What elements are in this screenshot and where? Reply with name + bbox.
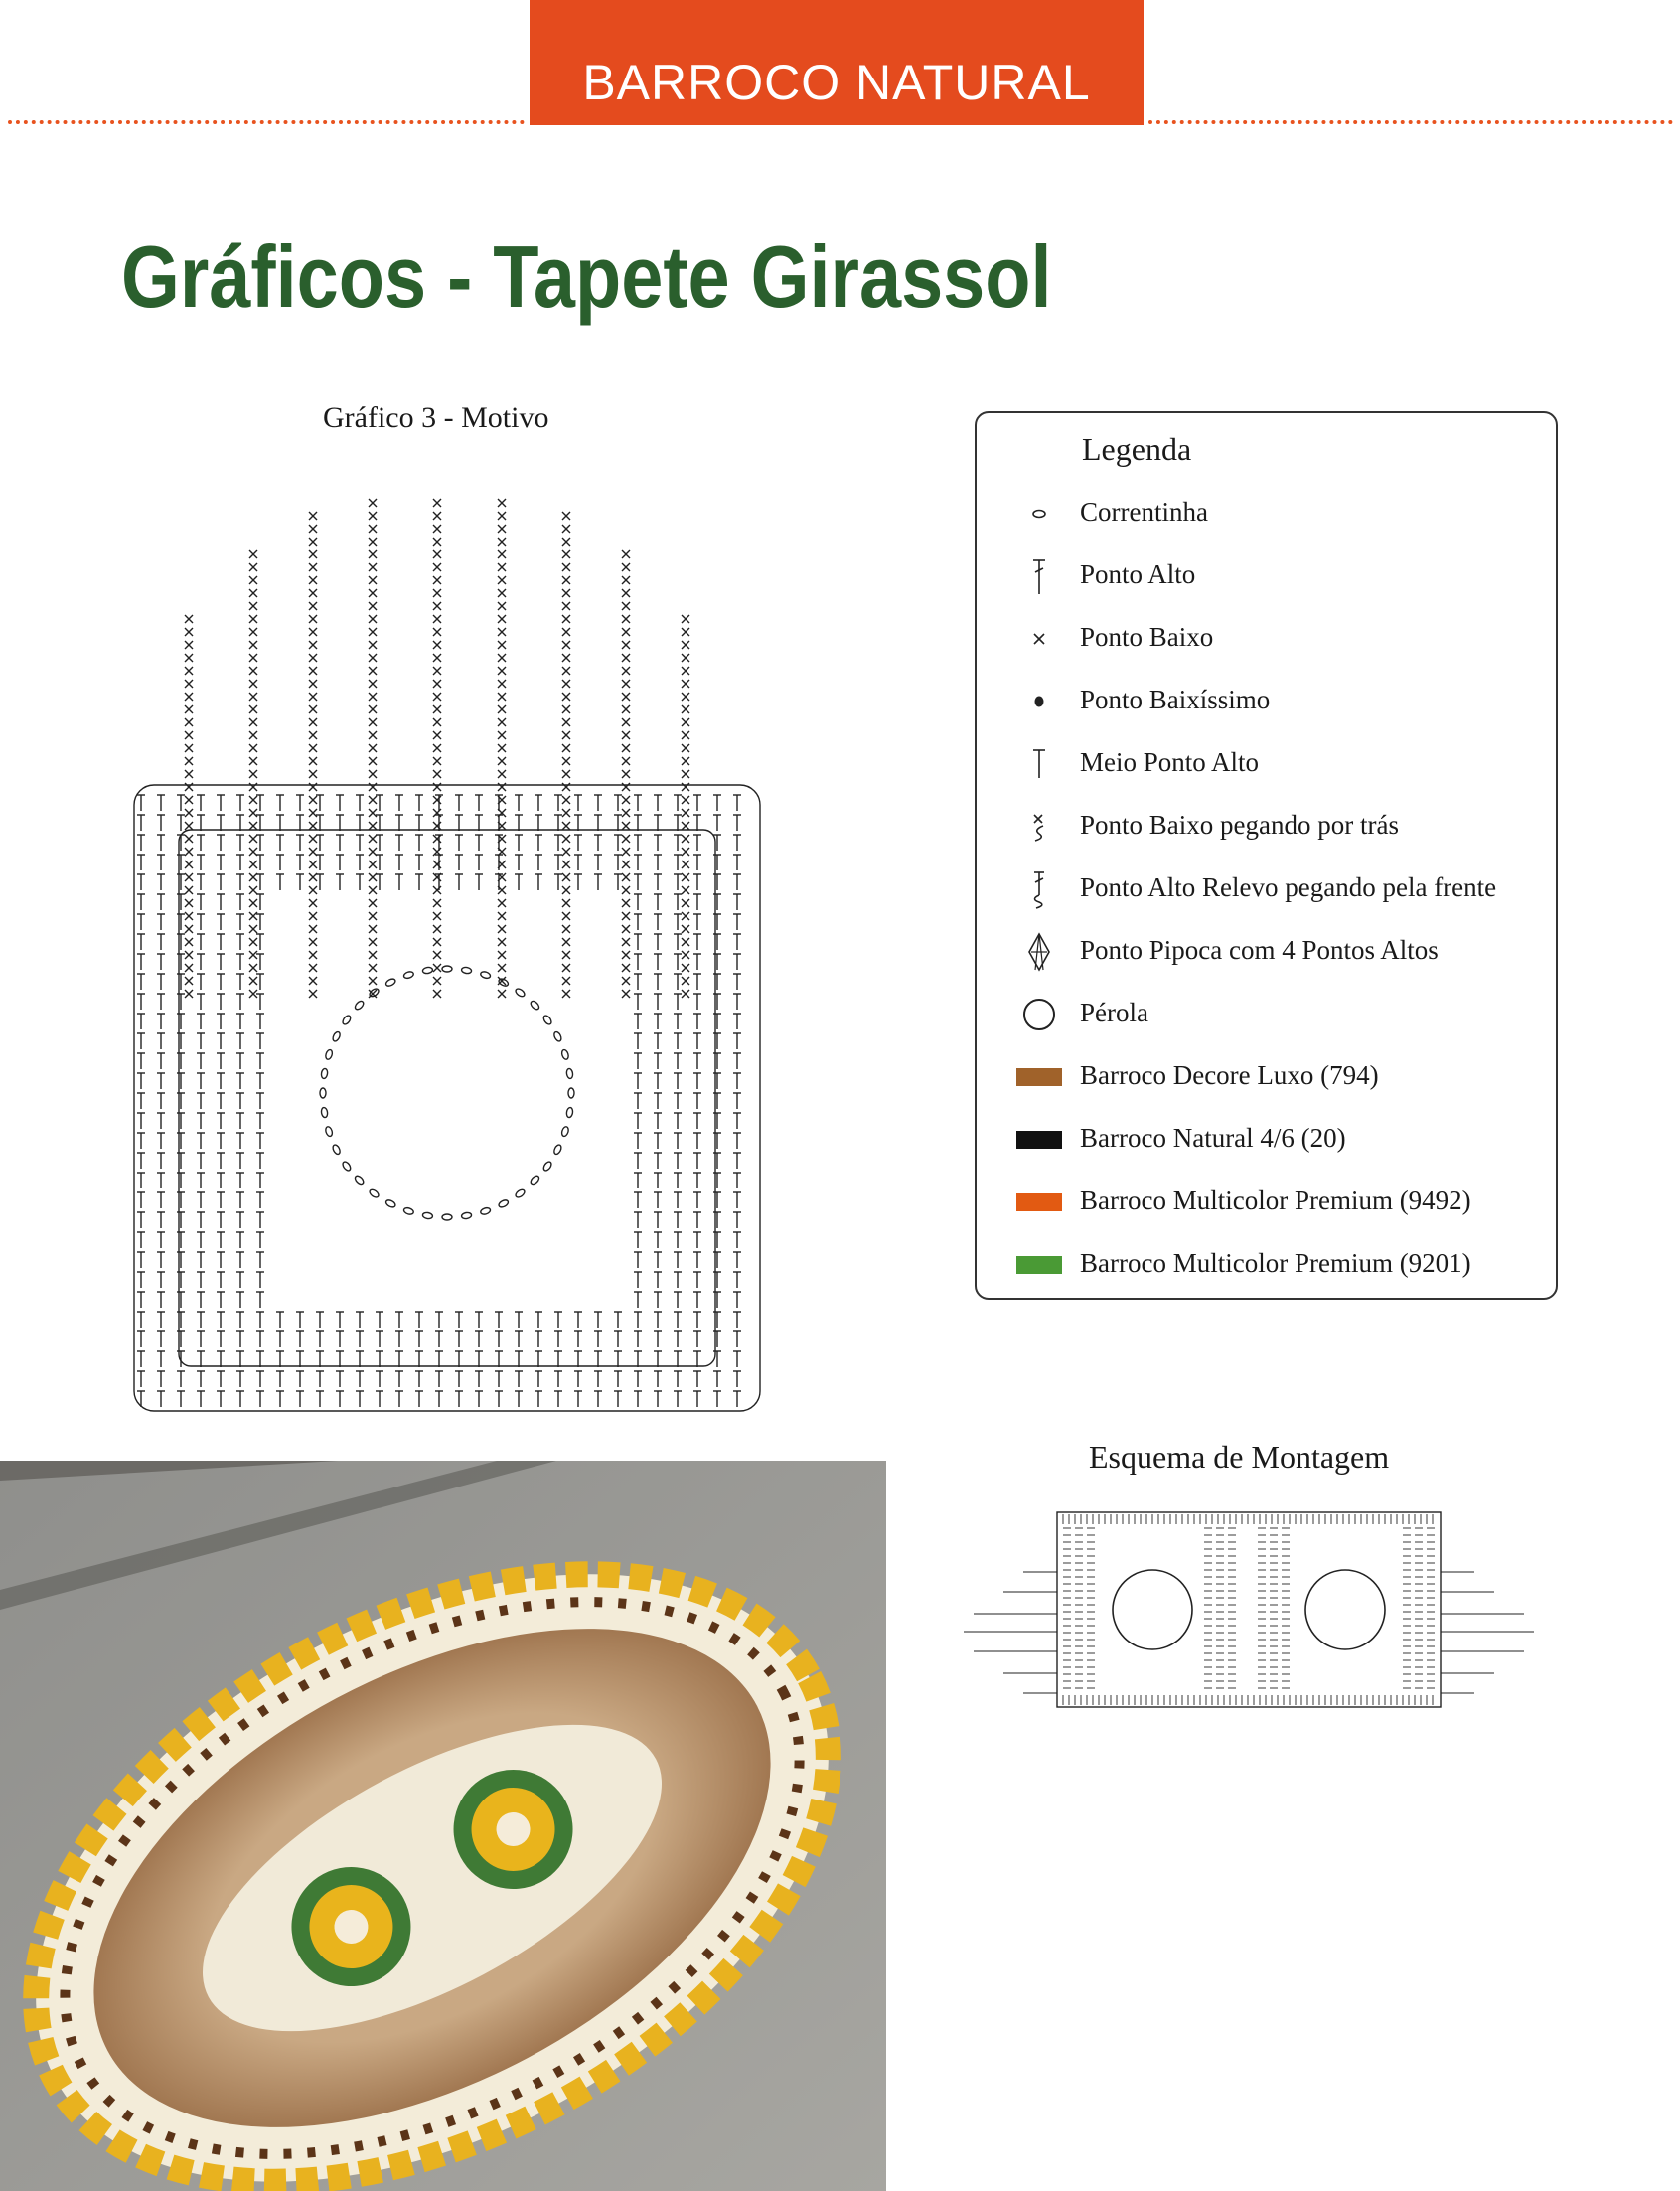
brand-tab [530, 0, 1144, 125]
scheme-title: Esquema de Montagem [1089, 1439, 1390, 1475]
legend-label: Ponto Pipoca com 4 Pontos Altos [1080, 935, 1439, 965]
legend-label: Meio Ponto Alto [1080, 747, 1260, 777]
legend-item-multicolor-9201 [977, 1240, 1556, 1290]
legend-label: Ponto Baixo pegando por trás [1080, 810, 1399, 840]
legend-label: Ponto Baixo [1080, 622, 1214, 652]
chart-square-body [134, 785, 760, 1411]
legend-label: Barroco Natural 4/6 (20) [1080, 1123, 1346, 1153]
legend-item-decore-luxo [977, 1052, 1556, 1102]
scheme-circle-left [1113, 1570, 1192, 1649]
pearl-icon [1019, 995, 1059, 1034]
legend-item-ponto-baixo [977, 614, 1556, 664]
legend-label: Barroco Decore Luxo (794) [1080, 1060, 1379, 1090]
slip-stitch-icon [1024, 687, 1054, 716]
chain-icon [1024, 499, 1054, 529]
scheme-circle-right [1305, 1570, 1385, 1649]
assembly-scheme [964, 1502, 1534, 1717]
legend-label: Ponto Baixíssimo [1080, 685, 1271, 714]
color-swatch [1016, 1068, 1062, 1086]
chart3-title: Gráfico 3 - Motivo [323, 401, 549, 434]
legend-label: Barroco Multicolor Premium (9201) [1080, 1248, 1471, 1278]
double-crochet-icon [1024, 554, 1054, 598]
legend-label: Barroco Multicolor Premium (9492) [1080, 1185, 1471, 1215]
legend-item-ponto-alto-relevo [977, 864, 1556, 914]
legend-item-correntinha [977, 489, 1556, 539]
legend-label: Ponto Alto [1080, 559, 1196, 589]
brand-label: BARROCO NATURAL [582, 55, 1091, 110]
front-post-double-crochet-icon [1024, 867, 1054, 911]
legend-item-perola [977, 990, 1556, 1039]
legend-item-multicolor-9492 [977, 1177, 1556, 1227]
dotted-rule-left [8, 120, 525, 132]
legend-item-ponto-baixissimo [977, 677, 1556, 726]
legend-item-ponto-pipoca [977, 927, 1556, 977]
single-crochet-icon [1024, 624, 1054, 654]
legend-item-ponto-alto [977, 551, 1556, 601]
legend-label: Ponto Alto Relevo pegando pela frente [1080, 872, 1497, 902]
color-swatch [1016, 1256, 1062, 1274]
scheme-side-rays [964, 1572, 1534, 1693]
half-double-crochet-icon [1024, 744, 1054, 784]
legend-box [975, 411, 1558, 1300]
legend-item-natural [977, 1115, 1556, 1165]
legend-title: Legenda [1082, 431, 1192, 467]
chart-center-circle [320, 966, 574, 1220]
legend-item-ponto-baixo-por-tras [977, 802, 1556, 852]
color-swatch [1016, 1131, 1062, 1149]
rug-photo [0, 1461, 886, 2191]
color-swatch [1016, 1193, 1062, 1211]
legend-label: Pérola [1080, 998, 1148, 1027]
legend-label: Correntinha [1080, 497, 1208, 527]
page-title: Gráficos - Tapete Girassol [121, 228, 1052, 326]
motif-chart [119, 497, 775, 1426]
popcorn-stitch-icon [1021, 930, 1057, 974]
legend-item-meio-ponto-alto [977, 739, 1556, 789]
dotted-rule-right [1148, 120, 1673, 132]
back-loop-single-crochet-icon [1024, 810, 1054, 844]
